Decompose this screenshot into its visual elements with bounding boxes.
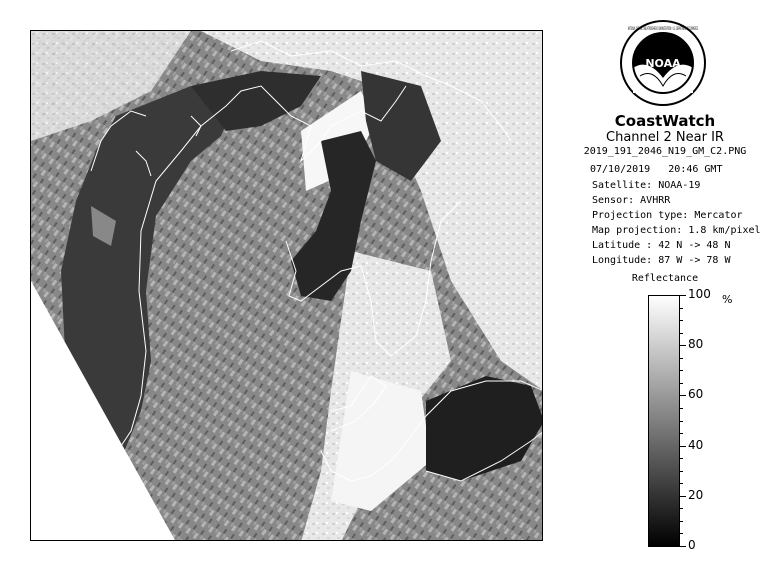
info-panel — [560, 18, 770, 563]
projection-type-label: Projection type: Mercator — [592, 210, 743, 221]
legend-major-tick — [680, 295, 686, 296]
legend-tick-label: 20 — [688, 487, 704, 502]
legend-title: Reflectance — [631, 273, 699, 284]
logo-ring-text: NATIONAL OCEANIC AND ATMOSPHERIC ADMINISTRATION · U.S. DEPARTMENT OF COMMERCE — [628, 26, 699, 31]
legend-major-tick — [680, 395, 686, 396]
reflectance-legend — [560, 273, 770, 563]
satellite-map — [31, 31, 543, 541]
legend-tick-label: 60 — [688, 387, 704, 402]
sensor-label: Sensor: AVHRR — [592, 195, 671, 206]
latitude-label: Latitude : 42 N -> 48 N — [592, 240, 731, 251]
legend-minor-tick — [680, 320, 683, 321]
legend-minor-tick — [680, 508, 683, 509]
legend-minor-tick — [680, 458, 683, 459]
satellite-image-panel — [30, 30, 543, 541]
legend-minor-tick — [680, 433, 683, 434]
noaa-logo — [618, 18, 708, 108]
legend-minor-tick — [680, 521, 683, 522]
filename: 2019_191_2046_N19_GM_C2.PNG — [583, 146, 747, 157]
legend-major-tick — [680, 345, 686, 346]
map-projection-label: Map projection: 1.8 km/pixel — [592, 225, 761, 236]
legend-minor-tick — [680, 471, 683, 472]
acquisition-date: 07/10/2019 — [590, 164, 651, 175]
legend-major-tick — [680, 446, 686, 447]
legend-minor-tick — [680, 333, 683, 334]
legend-minor-tick — [680, 370, 683, 371]
acquisition-datetime — [590, 164, 722, 175]
legend-tick-label: 40 — [688, 437, 704, 452]
legend-minor-tick — [680, 358, 683, 359]
legend-minor-tick — [680, 383, 683, 384]
acquisition-time: 20:46 GMT — [668, 164, 723, 175]
legend-major-tick — [680, 496, 686, 497]
legend-minor-tick — [680, 533, 683, 534]
legend-minor-tick — [680, 308, 683, 309]
legend-tick-label: 80 — [688, 337, 704, 352]
logo-text: NOAA — [645, 57, 681, 70]
legend-major-tick — [680, 546, 686, 547]
longitude-label: Longitude: 87 W -> 78 W — [592, 255, 731, 266]
legend-minor-tick — [680, 421, 683, 422]
legend-tick-label: 100 — [688, 287, 711, 301]
channel-label: Channel 2 Near IR — [606, 130, 724, 145]
color-scale-bar — [648, 295, 680, 547]
legend-minor-tick — [680, 408, 683, 409]
legend-unit: % — [722, 293, 733, 306]
legend-minor-tick — [680, 483, 683, 484]
legend-tick-label: 0 — [688, 538, 696, 552]
brand-title: CoastWatch — [614, 112, 716, 130]
noaa-seal-icon — [618, 18, 708, 108]
satellite-label: Satellite: NOAA-19 — [592, 180, 701, 191]
